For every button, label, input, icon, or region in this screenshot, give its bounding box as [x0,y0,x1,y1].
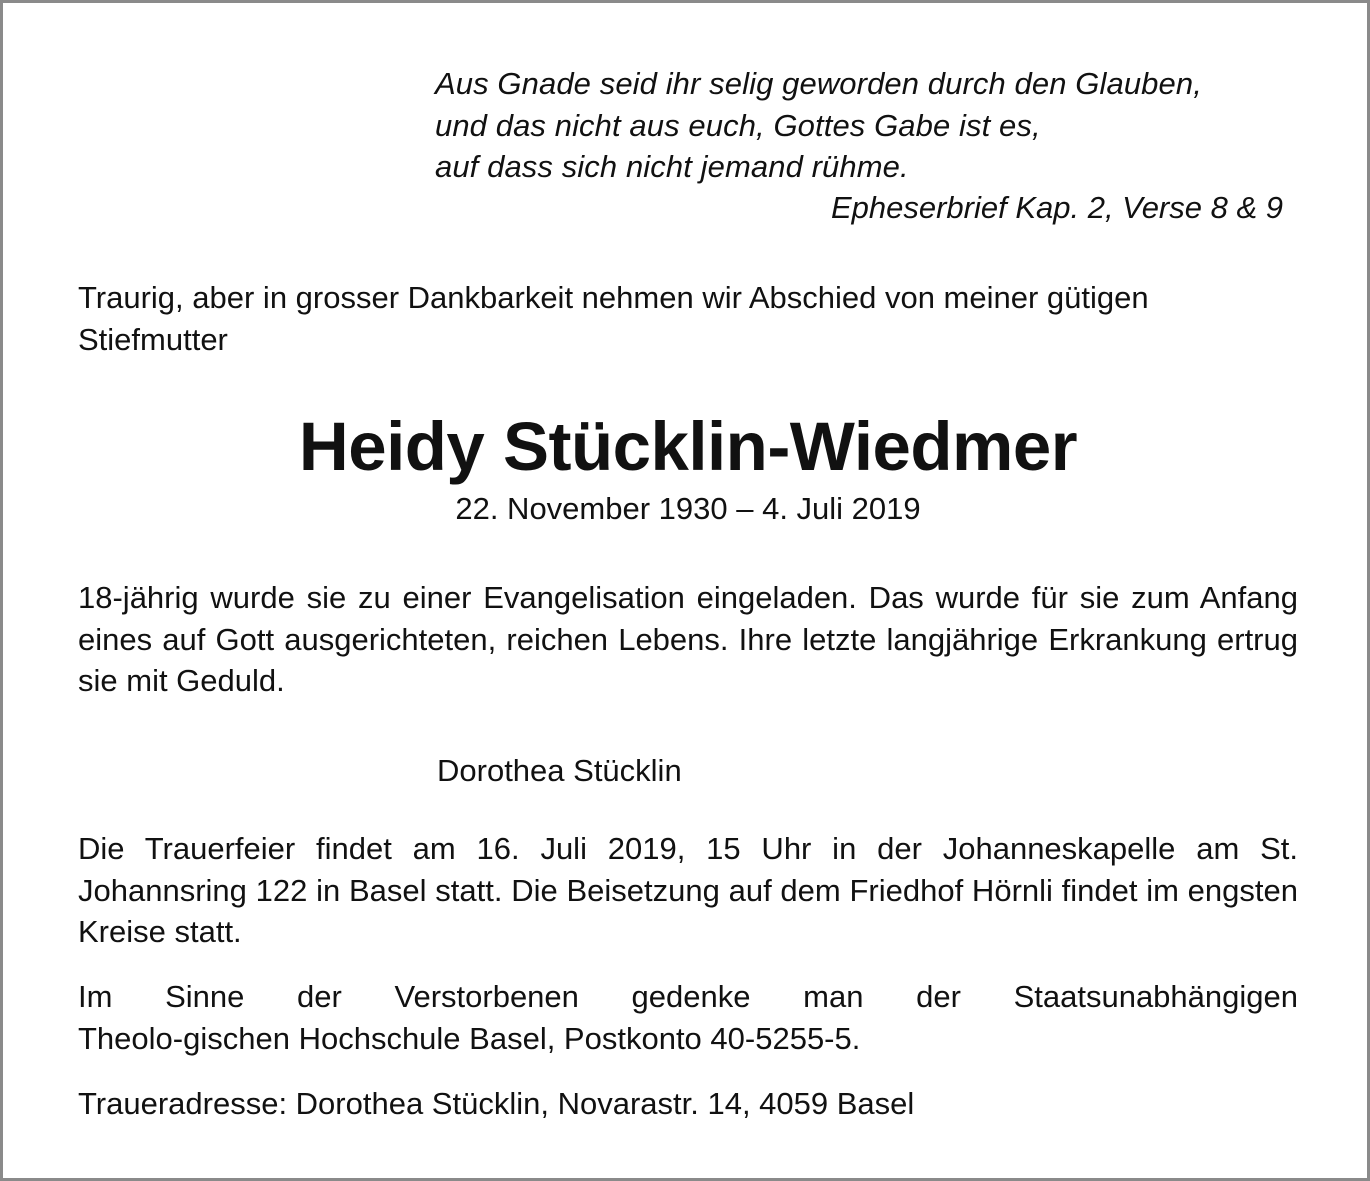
life-dates: 22. November 1930 – 4. Juli 2019 [455,491,921,526]
verse-line-1: Aus Gnade seid ihr selig geworden durch den Glauben, [435,66,1202,101]
donation-line-1: Im Sinne der Verstorbenen gedenke man der Staatsunabhängigen [78,979,1298,1014]
donation-line-2: Theolo-gischen Hochschule Basel, Postkonto 40-5255-5. [78,1020,861,1056]
deceased-name: Heidy Stücklin-Wiedmer [298,408,1078,485]
donation-text [78,976,1298,1059]
intro-text: Traurig, aber in grosser Dankbarkeit nehmen wir Abschied von meiner gütigen Stiefmutter [78,280,1149,357]
verse-line-3: auf dass sich nicht jemand rühme. [435,149,909,184]
biography-text: 18-jährig wurde sie zu einer Evangelisation eingeladen. Das wurde für sie zum Anfang eines auf Gott ausgerichteten, reichen Lebens. Ihre letzte langjährige Erkrankung ertrug sie mit Geduld. [78,580,1298,698]
verse-line-2: und das nicht aus euch, Gottes Gabe ist es, [435,107,1041,143]
mourning-address: Traueradresse: Dorothea Stücklin, Novarastr. 14, 4059 Basel [78,1086,915,1121]
verse-reference: Epheserbrief Kap. 2, Verse 8 & 9 [830,190,1283,225]
bible-verse [435,63,1305,188]
ceremony-text: Die Trauerfeier findet am 16. Juli 2019, 15 Uhr in der Johanneskapelle am St. Johannsring 122 in Basel statt. Die Beisetzung auf dem Friedhof Hörnli findet im engsten Kreise statt. [78,831,1298,949]
signer-name: Dorothea Stücklin [437,753,682,788]
